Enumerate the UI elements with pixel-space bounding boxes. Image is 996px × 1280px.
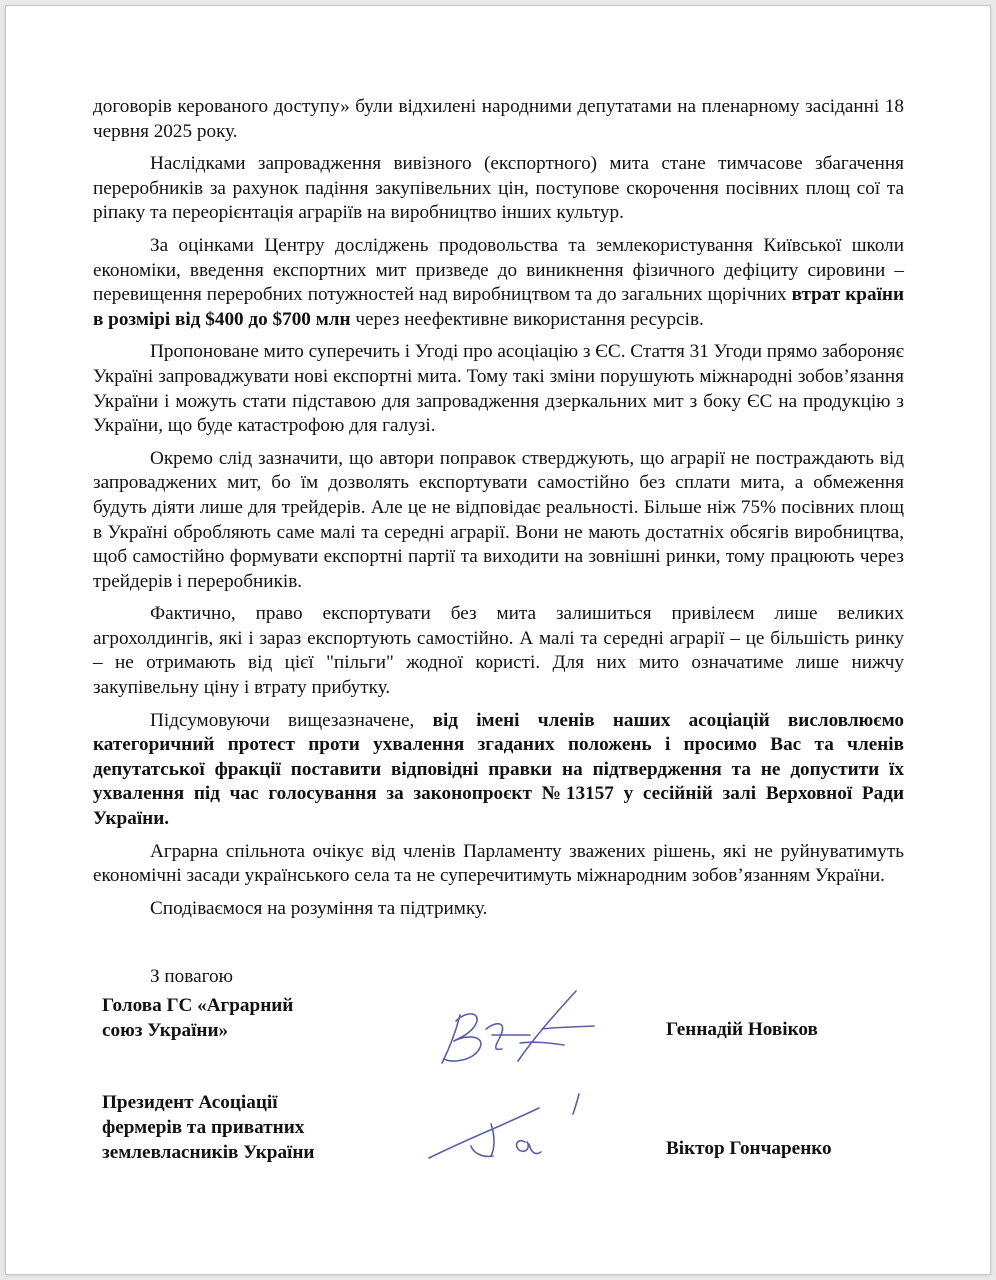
signature-2-image [421, 1086, 601, 1166]
letter-body [93, 95, 904, 929]
signature-1-image [426, 981, 606, 1076]
paragraph-text: Аграрна спільнота очікує від членів Парламенту зважених рішень, які не руйнуватимуть економічні засади українського села та не суперечитимуть міжнародним зобов’язанням України. [93, 840, 904, 887]
letter-paragraph [93, 340, 904, 438]
letter-paragraph [93, 152, 904, 226]
letter-paragraph [93, 234, 904, 332]
paragraph-text: Підсумовуючи вищезазначене, [150, 709, 433, 731]
signatory-2-title-line-3: землевласників України [102, 1142, 315, 1163]
paragraph-text: Окремо слід зазначити, що автори поправок стверджують, що аграрії не постраждають від запроваджених мит, бо їм дозволять експортувати самостійно без сплати мита, а обмеження будуть діяти лише для трейдерів. Але це не відповідає реальності. Більше ніж 75% посівних площ в Україні обробляють саме малі та середні аграрії. Вони не мають достатніх обсягів виробництва, щоб самостійно формувати експортні партії та виходити на зовнішні ринки, тому працюють через трейдерів і переробників. [93, 447, 904, 592]
letter-paragraph [93, 709, 904, 832]
letter-paragraph [93, 840, 904, 889]
letter-paragraph [93, 95, 904, 144]
signatory-1-title-line-2: союз України» [102, 1020, 229, 1041]
signatory-2-title [102, 1090, 315, 1165]
paragraph-text: Наслідками запровадження вивізного (експортного) мита стане тимчасове збагачення переробників за рахунок падіння закупівельних цін, поступове скорочення посівних площ сої та ріпаку та переорієнтація аграріїв на виробництво інших культур. [93, 153, 904, 224]
letter-paragraph [93, 447, 904, 595]
paragraph-text: через неефективне використання ресурсів. [350, 308, 704, 330]
closing-salutation: З повагою [150, 966, 233, 987]
paragraph-text: договорів керованого доступу» були відхилені народними депутатами на пленарному засіданні 18 червня 2025 року. [93, 96, 904, 142]
paragraph-text: За оцінками Центру досліджень продовольства та землекористування Київської школи економіки, введення експортних мит призведе до виникнення фізичного дефіциту сировини – перевищення переробних потужностей над виробництвом та до загальних щорічних [93, 234, 904, 306]
paragraph-text: Пропоноване мито суперечить і Угоді про асоціацію з ЄС. Стаття 31 Угоди прямо забороняє Україні запроваджувати нові експортні мита. Тому такі зміни порушують міжнародні зобов’язання України і можуть стати підставою для запровадження дзеркальних мит з боку ЄС на продукцію з України, що буде катастрофою для галузі. [93, 341, 904, 437]
signatory-2-title-line-1: Президент Асоціації [102, 1092, 278, 1113]
signatory-1-name: Геннадій Новіков [666, 1019, 818, 1040]
signatory-1-title-line-1: Голова ГС «Аграрний [102, 995, 294, 1016]
letter-paragraph [93, 602, 904, 700]
paragraph-text: Фактично, право експортувати без мита залишиться привілеєм лише великих агрохолдингів, які і зараз експортують самостійно. А малі та середні аграрії – це більшість ринку – не отримають від цієї "пільги" жодної користі. Для них мито означатиме лише нижчу закупівельну ціну і втрату прибутку. [93, 603, 904, 699]
signatory-1-title [102, 993, 293, 1043]
letter-page [6, 6, 990, 1274]
letter-paragraph [93, 897, 904, 922]
signatory-2-name: Віктор Гончаренко [666, 1138, 832, 1159]
signatory-2-title-line-2: фермерів та приватних [102, 1117, 305, 1138]
paragraph-text: Сподіваємося на розуміння та підтримку. [150, 897, 488, 919]
emphasis-text: втрат країни в розмірі від $400 до $700 млн [93, 284, 905, 330]
emphasis-text: від імені членів наших асоціацій висловлюємо категоричний протест проти ухвалення згаданих положень і просимо Вас та членів депутатської фракції поставити відповідні правки на підтвердження та не допустити їх ухвалення під час голосування за законопроєкт №13157 у сесійній залі Верховної Ради України. [93, 709, 904, 830]
